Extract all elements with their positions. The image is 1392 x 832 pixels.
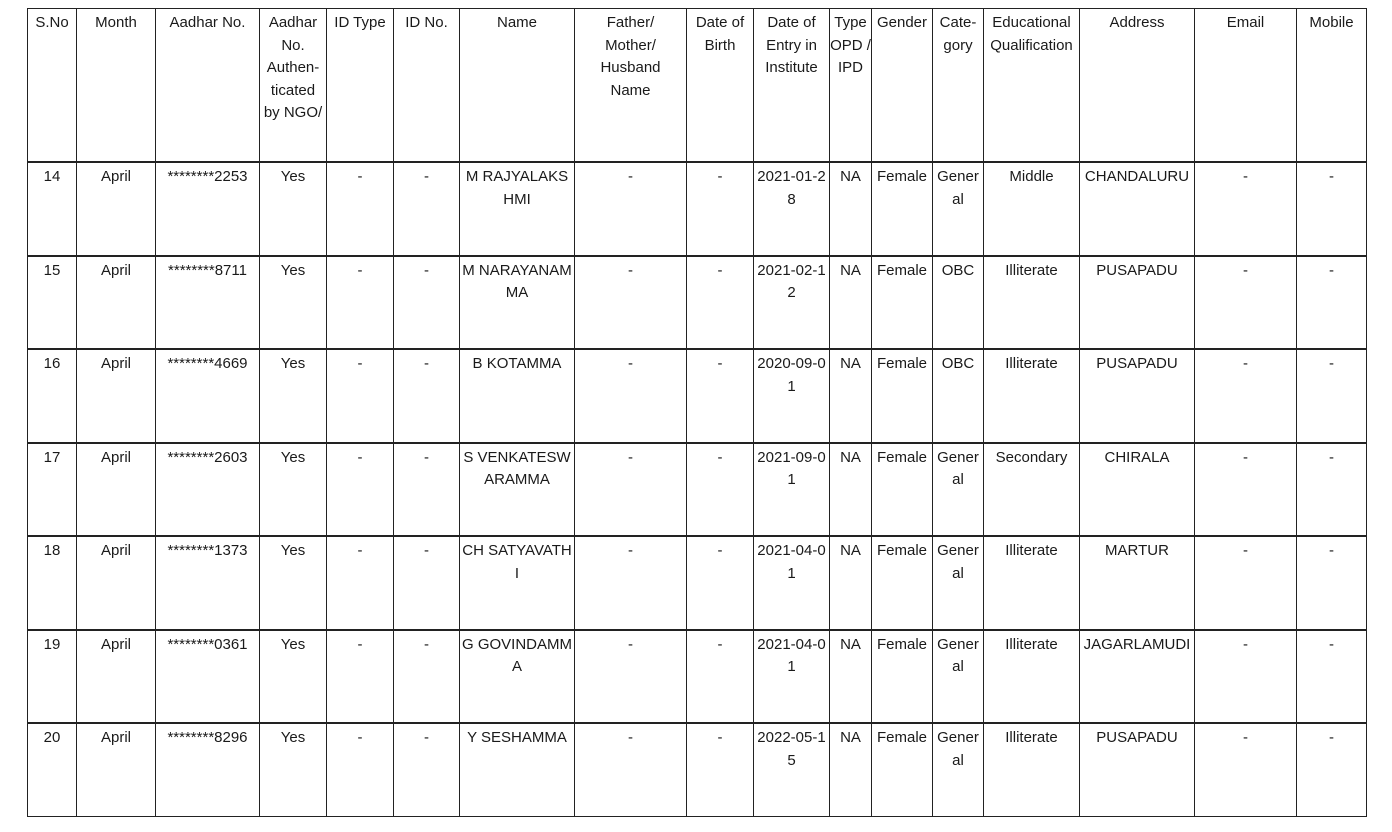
- cell-id-type: -: [327, 162, 394, 256]
- cell-guardian-name: -: [575, 443, 687, 537]
- cell-date-of-entry: 2022-05-15: [754, 723, 830, 816]
- table-row: [28, 443, 1367, 537]
- cell-name: Y SESHAMMA: [460, 723, 575, 816]
- cell-type-opd-ipd: NA: [830, 723, 872, 816]
- cell-email: -: [1195, 162, 1297, 256]
- col-header-aadhar-no: Aadhar No.: [156, 9, 260, 163]
- cell-month: April: [77, 256, 156, 350]
- cell-sno: 18: [28, 536, 77, 630]
- cell-month: April: [77, 349, 156, 443]
- cell-guardian-name: -: [575, 630, 687, 724]
- cell-sno: 16: [28, 349, 77, 443]
- cell-category: General: [933, 443, 984, 537]
- cell-id-type: -: [327, 443, 394, 537]
- cell-aadhar-no: ********8711: [156, 256, 260, 350]
- cell-education: Illiterate: [984, 349, 1080, 443]
- cell-name: B KOTAMMA: [460, 349, 575, 443]
- cell-id-no: -: [394, 256, 460, 350]
- col-header-type-opd-ipd: Type OPD / IPD: [830, 9, 872, 163]
- col-header-email: Email: [1195, 9, 1297, 163]
- cell-name: S VENKATESWARAMMA: [460, 443, 575, 537]
- cell-date-of-entry: 2021-04-01: [754, 630, 830, 724]
- cell-id-type: -: [327, 536, 394, 630]
- col-header-id-type: ID Type: [327, 9, 394, 163]
- cell-gender: Female: [872, 349, 933, 443]
- cell-gender: Female: [872, 162, 933, 256]
- cell-education: Illiterate: [984, 723, 1080, 816]
- cell-category: General: [933, 162, 984, 256]
- cell-aadhar-no: ********2603: [156, 443, 260, 537]
- col-header-name: Name: [460, 9, 575, 163]
- col-header-mobile: Mobile: [1297, 9, 1367, 163]
- table-header-row: [28, 9, 1367, 163]
- cell-type-opd-ipd: NA: [830, 349, 872, 443]
- cell-month: April: [77, 536, 156, 630]
- cell-name: G GOVINDAMMA: [460, 630, 575, 724]
- cell-month: April: [77, 630, 156, 724]
- cell-address: CHANDALURU: [1080, 162, 1195, 256]
- cell-email: -: [1195, 723, 1297, 816]
- cell-type-opd-ipd: NA: [830, 536, 872, 630]
- col-header-month: Month: [77, 9, 156, 163]
- cell-type-opd-ipd: NA: [830, 443, 872, 537]
- table-row: [28, 349, 1367, 443]
- cell-aadhar-no: ********2253: [156, 162, 260, 256]
- cell-name: CH SATYAVATHI: [460, 536, 575, 630]
- cell-aadhar-authenticated: Yes: [260, 443, 327, 537]
- cell-gender: Female: [872, 256, 933, 350]
- cell-aadhar-no: ********4669: [156, 349, 260, 443]
- cell-address: JAGARLAMUDI: [1080, 630, 1195, 724]
- cell-date-of-entry: 2021-01-28: [754, 162, 830, 256]
- cell-email: -: [1195, 443, 1297, 537]
- cell-date-of-birth: -: [687, 162, 754, 256]
- cell-date-of-entry: 2021-04-01: [754, 536, 830, 630]
- cell-sno: 15: [28, 256, 77, 350]
- cell-education: Illiterate: [984, 256, 1080, 350]
- cell-guardian-name: -: [575, 723, 687, 816]
- cell-month: April: [77, 723, 156, 816]
- cell-address: PUSAPADU: [1080, 349, 1195, 443]
- cell-category: OBC: [933, 256, 984, 350]
- cell-email: -: [1195, 349, 1297, 443]
- cell-aadhar-authenticated: Yes: [260, 536, 327, 630]
- table-row: [28, 630, 1367, 724]
- cell-date-of-birth: -: [687, 443, 754, 537]
- cell-date-of-birth: -: [687, 723, 754, 816]
- cell-month: April: [77, 443, 156, 537]
- table-row: [28, 256, 1367, 350]
- cell-guardian-name: -: [575, 162, 687, 256]
- cell-date-of-birth: -: [687, 536, 754, 630]
- cell-address: CHIRALA: [1080, 443, 1195, 537]
- cell-type-opd-ipd: NA: [830, 630, 872, 724]
- cell-id-type: -: [327, 256, 394, 350]
- cell-category: General: [933, 536, 984, 630]
- cell-date-of-entry: 2020-09-01: [754, 349, 830, 443]
- cell-mobile: -: [1297, 349, 1367, 443]
- cell-education: Secondary: [984, 443, 1080, 537]
- col-header-gender: Gender: [872, 9, 933, 163]
- cell-gender: Female: [872, 536, 933, 630]
- col-header-date-of-entry: Date of Entry in Institute: [754, 9, 830, 163]
- cell-email: -: [1195, 536, 1297, 630]
- cell-mobile: -: [1297, 443, 1367, 537]
- cell-aadhar-no: ********0361: [156, 630, 260, 724]
- col-header-education: Educational Qualification: [984, 9, 1080, 163]
- cell-address: PUSAPADU: [1080, 723, 1195, 816]
- cell-id-no: -: [394, 349, 460, 443]
- cell-type-opd-ipd: NA: [830, 162, 872, 256]
- col-header-aadhar-authenticated: Aadhar No. Authen-ticated by NGO/: [260, 9, 327, 163]
- cell-id-no: -: [394, 162, 460, 256]
- table-row: [28, 536, 1367, 630]
- cell-guardian-name: -: [575, 349, 687, 443]
- cell-mobile: -: [1297, 536, 1367, 630]
- cell-date-of-birth: -: [687, 349, 754, 443]
- cell-mobile: -: [1297, 630, 1367, 724]
- cell-id-no: -: [394, 723, 460, 816]
- col-header-category: Cate-gory: [933, 9, 984, 163]
- cell-sno: 14: [28, 162, 77, 256]
- cell-category: OBC: [933, 349, 984, 443]
- cell-address: MARTUR: [1080, 536, 1195, 630]
- cell-id-no: -: [394, 536, 460, 630]
- cell-id-no: -: [394, 630, 460, 724]
- col-header-date-of-birth: Date of Birth: [687, 9, 754, 163]
- cell-address: PUSAPADU: [1080, 256, 1195, 350]
- cell-aadhar-no: ********1373: [156, 536, 260, 630]
- beneficiary-table: [27, 8, 1367, 817]
- cell-type-opd-ipd: NA: [830, 256, 872, 350]
- cell-education: Illiterate: [984, 536, 1080, 630]
- cell-mobile: -: [1297, 723, 1367, 816]
- cell-aadhar-authenticated: Yes: [260, 256, 327, 350]
- table-row: [28, 162, 1367, 256]
- cell-mobile: -: [1297, 162, 1367, 256]
- cell-date-of-entry: 2021-09-01: [754, 443, 830, 537]
- cell-id-type: -: [327, 630, 394, 724]
- cell-aadhar-authenticated: Yes: [260, 349, 327, 443]
- col-header-sno: S.No: [28, 9, 77, 163]
- cell-aadhar-authenticated: Yes: [260, 630, 327, 724]
- cell-gender: Female: [872, 723, 933, 816]
- cell-email: -: [1195, 256, 1297, 350]
- cell-id-type: -: [327, 349, 394, 443]
- col-header-id-no: ID No.: [394, 9, 460, 163]
- cell-guardian-name: -: [575, 256, 687, 350]
- cell-aadhar-authenticated: Yes: [260, 723, 327, 816]
- cell-category: General: [933, 723, 984, 816]
- table-row: [28, 723, 1367, 816]
- cell-guardian-name: -: [575, 536, 687, 630]
- cell-date-of-entry: 2021-02-12: [754, 256, 830, 350]
- cell-gender: Female: [872, 630, 933, 724]
- cell-month: April: [77, 162, 156, 256]
- cell-id-type: -: [327, 723, 394, 816]
- cell-date-of-birth: -: [687, 256, 754, 350]
- cell-gender: Female: [872, 443, 933, 537]
- cell-aadhar-no: ********8296: [156, 723, 260, 816]
- cell-email: -: [1195, 630, 1297, 724]
- cell-sno: 19: [28, 630, 77, 724]
- cell-aadhar-authenticated: Yes: [260, 162, 327, 256]
- cell-id-no: -: [394, 443, 460, 537]
- cell-name: M NARAYANAMMA: [460, 256, 575, 350]
- col-header-address: Address: [1080, 9, 1195, 163]
- cell-date-of-birth: -: [687, 630, 754, 724]
- cell-education: Illiterate: [984, 630, 1080, 724]
- cell-mobile: -: [1297, 256, 1367, 350]
- cell-education: Middle: [984, 162, 1080, 256]
- col-header-guardian-name: Father/ Mother/ Husband Name: [575, 9, 687, 163]
- cell-sno: 20: [28, 723, 77, 816]
- cell-sno: 17: [28, 443, 77, 537]
- cell-category: General: [933, 630, 984, 724]
- cell-name: M RAJYALAKSHMI: [460, 162, 575, 256]
